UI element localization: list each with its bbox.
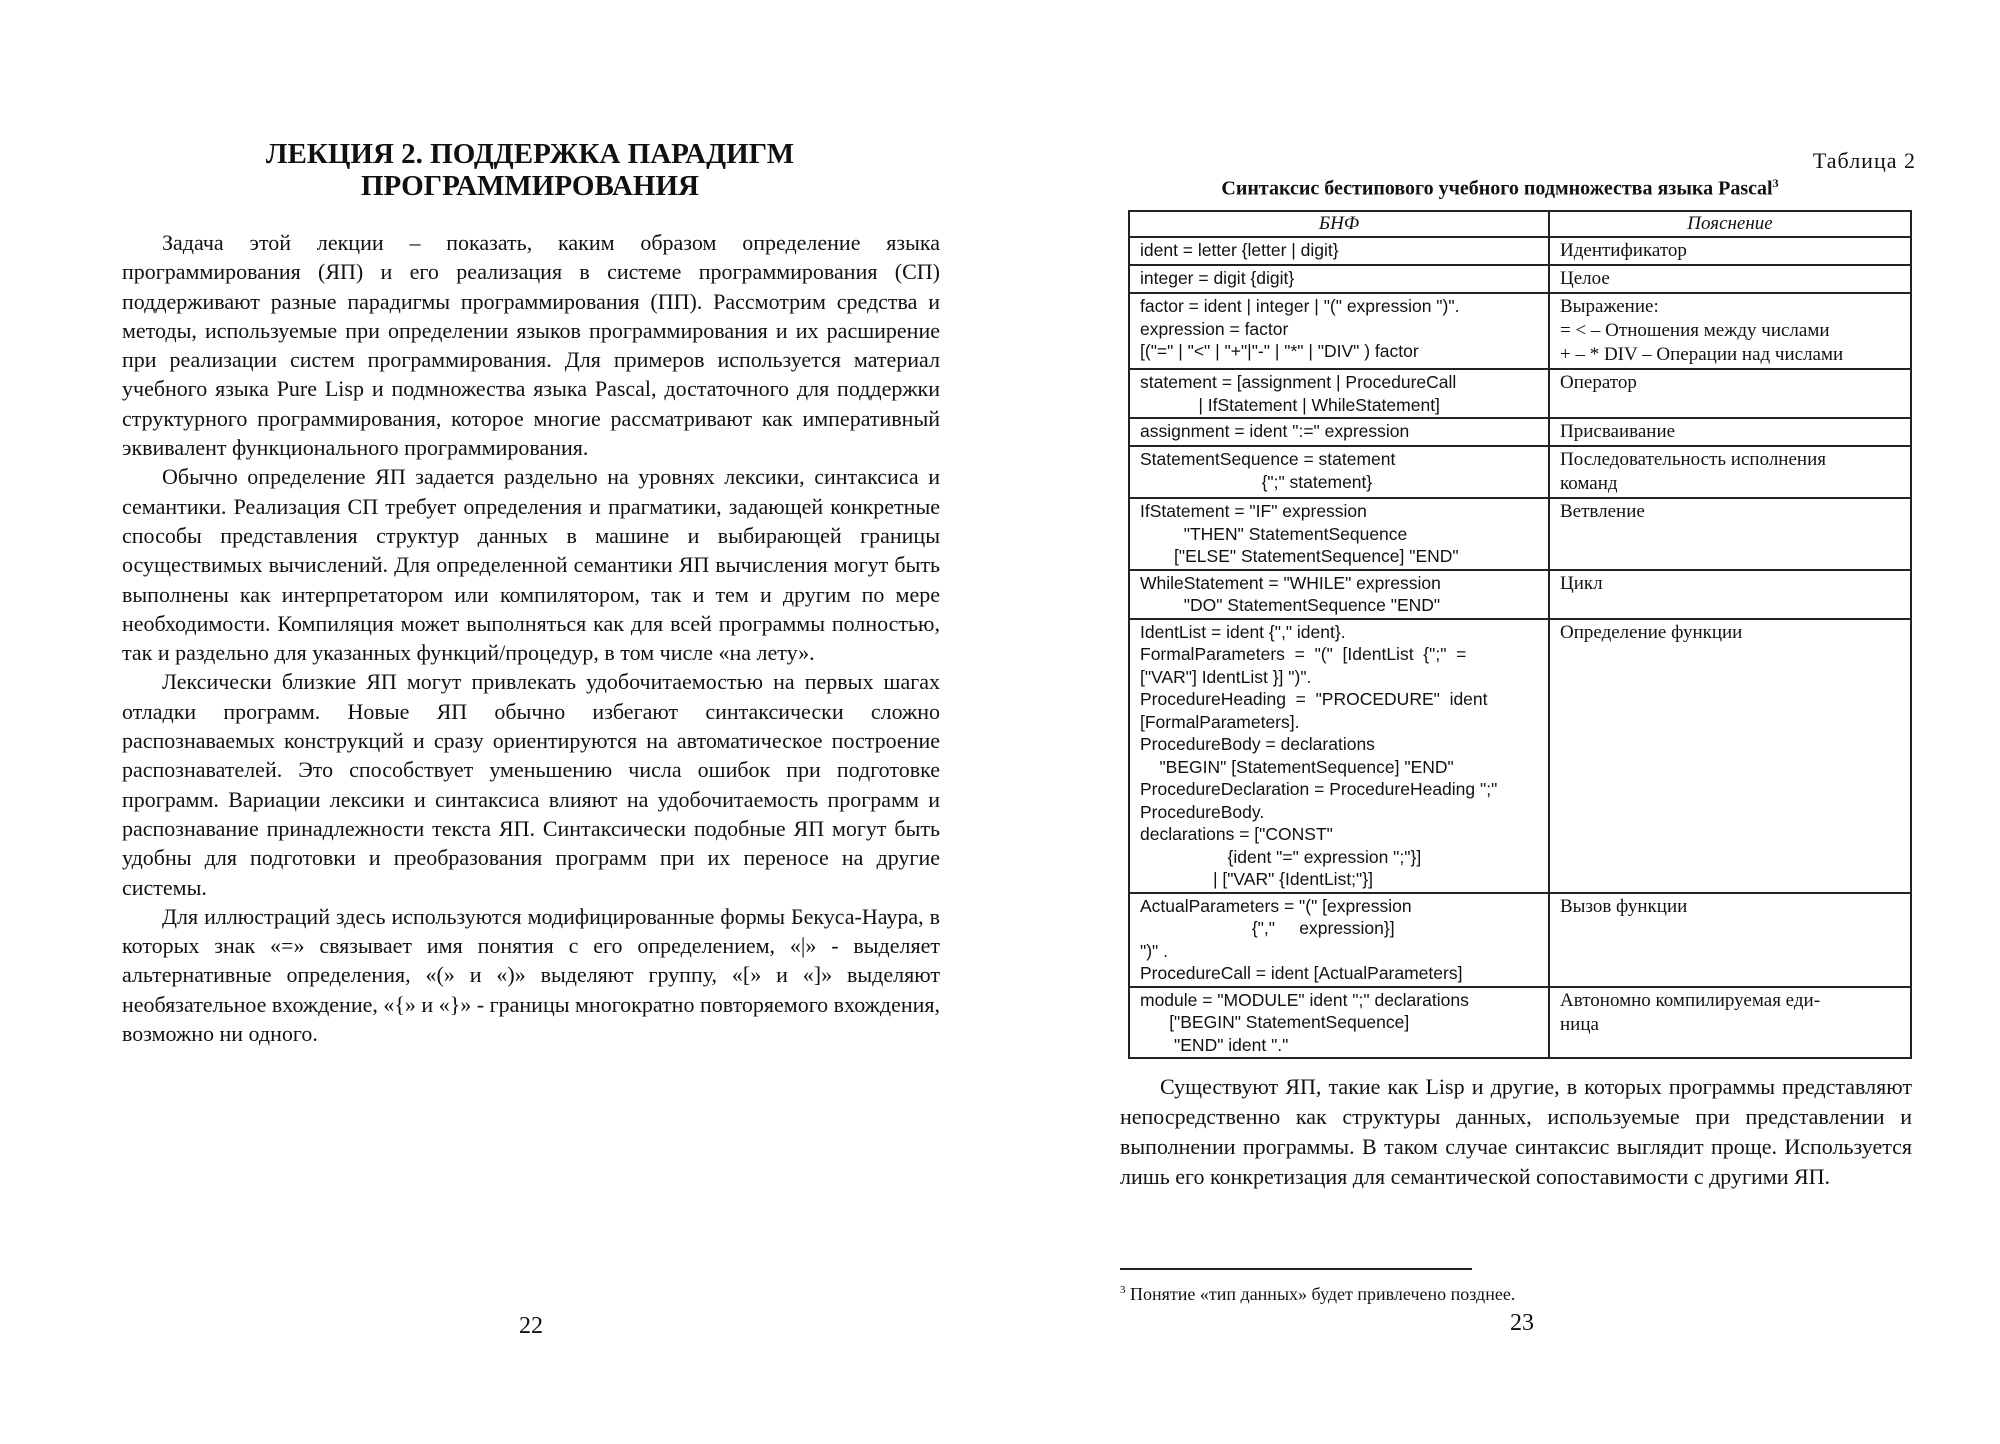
table-row: [1129, 369, 1911, 418]
bnf-cell: integer = digit {digit}: [1129, 265, 1549, 293]
paragraph: Для иллюстраций здесь используются модифицированные формы Бекуса-Наура, в которых знак «=» связывает имя понятия с его определением, «|» - выделяет альтернативные определения, «(» и «)» выделяют группу, «[» и «]» выделяют необязательное вхождение, «{» и «}» - границы многократно повторяемого вхождения, возможно ни одного.: [122, 903, 940, 1047]
right-page: [1000, 0, 2000, 1444]
paragraph: Обычно определение ЯП задается раздельно на уровнях лексики, синтаксиса и семантики. Реализация СП требует определения и прагматики, задающей конкретные способы представления структур данных в машине и выбирающей границы осуществимых вычислений. Для определенной семантики ЯП вычисления могут быть выполнены как интерпретатором или компилятором, так и тем и другим по мере необходимости. Компиляция может выполняться как для всей программы полностью, так и раздельно для указанных функций/процедур, в том числе «на лету».: [122, 464, 940, 666]
bnf-cell: IfStatement = "IF" expression "THEN" StatementSequence ["ELSE" StatementSequence] "END": [1129, 498, 1549, 570]
explanation-cell: Последовательность исполнения команд: [1549, 446, 1911, 498]
lecture-title-line-1: ЛЕКЦИЯ 2. ПОДДЕРЖКА ПАРАДИГМ: [265, 138, 795, 170]
bnf-cell: StatementSequence = statement {";" statement}: [1129, 446, 1549, 498]
explanation-cell: Цикл: [1549, 570, 1911, 619]
footnote-divider: [1120, 1268, 1472, 1270]
table-caption: [1140, 176, 1860, 201]
right-body-text: [1120, 1072, 1912, 1192]
footnote-mark: 3: [1120, 1284, 1126, 1296]
page-number-right: 23: [1510, 1310, 1534, 1336]
bnf-cell: statement = [assignment | ProcedureCall | IfStatement | WhileStatement]: [1129, 369, 1549, 418]
table-row: [1129, 293, 1911, 369]
paragraph: Лексически близкие ЯП могут привлекать удобочитаемостью на первых шагах отладки программ. Новые ЯП обычно избегают синтаксически сложно распознаваемых конструкций и сразу ориентируются на автоматическое построение распознавателей. Это способствует уменьшению числа ошибок при подготовке программ. Вариации лексики и синтаксиса влияют на удобочитаемость программ и распознавание принадлежности текста ЯП. Синтаксически подобные ЯП могут быть удобны для подготовки и преобразования программ при их переносе на другие системы.: [122, 669, 940, 900]
paragraph: Задача этой лекции – показать, каким образом определение языка программирования (ЯП) и его реализация в системе программирования (СП) поддерживают разные парадигмы программирования (ПП). Рассмотрим средства и методы, используемые при определении языков программирования и их расширение при реализации систем программирования. Для примеров используется материал учебного языка Pure Lisp и подмножества языка Pascal, достаточного для поддержки структурного программирования, которое многие рассматривают как императивный эквивалент функционального программирования.: [122, 230, 940, 461]
explanation-cell: Идентификатор: [1549, 237, 1911, 265]
bnf-cell: ident = letter {letter | digit}: [1129, 237, 1549, 265]
syntax-table: [1128, 210, 1912, 1059]
table-row: [1129, 446, 1911, 498]
table-row: [1129, 265, 1911, 293]
explanation-cell: Вызов функции: [1549, 893, 1911, 987]
table-row: [1129, 987, 1911, 1059]
explanation-cell: Автономно компилируемая еди- ница: [1549, 987, 1911, 1059]
table-caption-footnote-mark: 3: [1772, 176, 1779, 190]
lecture-title-line-2: ПРОГРАММИРОВАНИЯ: [361, 170, 699, 202]
paragraph: Существуют ЯП, такие как Lisp и другие, в которых программы представляют непосредственно как структуры данных, используемые при представлении и выполнении программы. В таком случае синтаксис выглядит проще. Используется лишь его конкретизация для семантической сопоставимости с другими ЯП.: [1120, 1074, 1912, 1189]
bnf-cell: assignment = ident ":=" expression: [1129, 418, 1549, 446]
table-row: [1129, 418, 1911, 446]
header-explanation: Пояснение: [1549, 211, 1911, 237]
footnote-text: Понятие «тип данных» будет привлечено позднее.: [1125, 1284, 1516, 1304]
table-row: [1129, 237, 1911, 265]
table-label: Таблица 2: [1812, 148, 1916, 173]
header-bnf: БНФ: [1129, 211, 1549, 237]
lecture-title: [180, 138, 880, 202]
page-number-left: 22: [519, 1313, 543, 1339]
table-row: [1129, 893, 1911, 987]
explanation-cell: Присваивание: [1549, 418, 1911, 446]
bnf-cell: factor = ident | integer | "(" expression ")". expression = factor [("=" | "<" | "+"|"-" | "*" | "DIV" ) factor: [1129, 293, 1549, 369]
explanation-cell: Определение функции: [1549, 619, 1911, 893]
table-row: [1129, 619, 1911, 893]
table-header-row: [1129, 211, 1911, 237]
explanation-cell: Выражение: = < – Отношения между числами + – * DIV – Операции над числами: [1549, 293, 1911, 369]
footnote: [1120, 1284, 1515, 1305]
left-body-text: [122, 228, 940, 1048]
bnf-cell: module = "MODULE" ident ";" declarations ["BEGIN" StatementSequence] "END" ident ".": [1129, 987, 1549, 1059]
explanation-cell: Целое: [1549, 265, 1911, 293]
table-row: [1129, 498, 1911, 570]
explanation-cell: Ветвление: [1549, 498, 1911, 570]
table-caption-text: Синтаксис бестипового учебного подмножества языка Pascal: [1221, 177, 1773, 200]
explanation-cell: Оператор: [1549, 369, 1911, 418]
bnf-cell: WhileStatement = "WHILE" expression "DO" StatementSequence "END": [1129, 570, 1549, 619]
bnf-cell: ActualParameters = "(" [expression {"," expression}] ")" . ProcedureCall = ident [ActualParameters]: [1129, 893, 1549, 987]
bnf-cell: IdentList = ident {"," ident}. FormalParameters = "(" [IdentList {";" = ["VAR"] IdentList }] ")". ProcedureHeading = "PROCEDURE" ident [FormalParameters]. ProcedureBody = declarations "BEGIN" [StatementSequence] "END" ProcedureDeclaration = ProcedureHeading ";" ProcedureBody. declarations = ["CONST" {ident "=" expression ";"}] | ["VAR" {IdentList;"}]: [1129, 619, 1549, 893]
table-row: [1129, 570, 1911, 619]
